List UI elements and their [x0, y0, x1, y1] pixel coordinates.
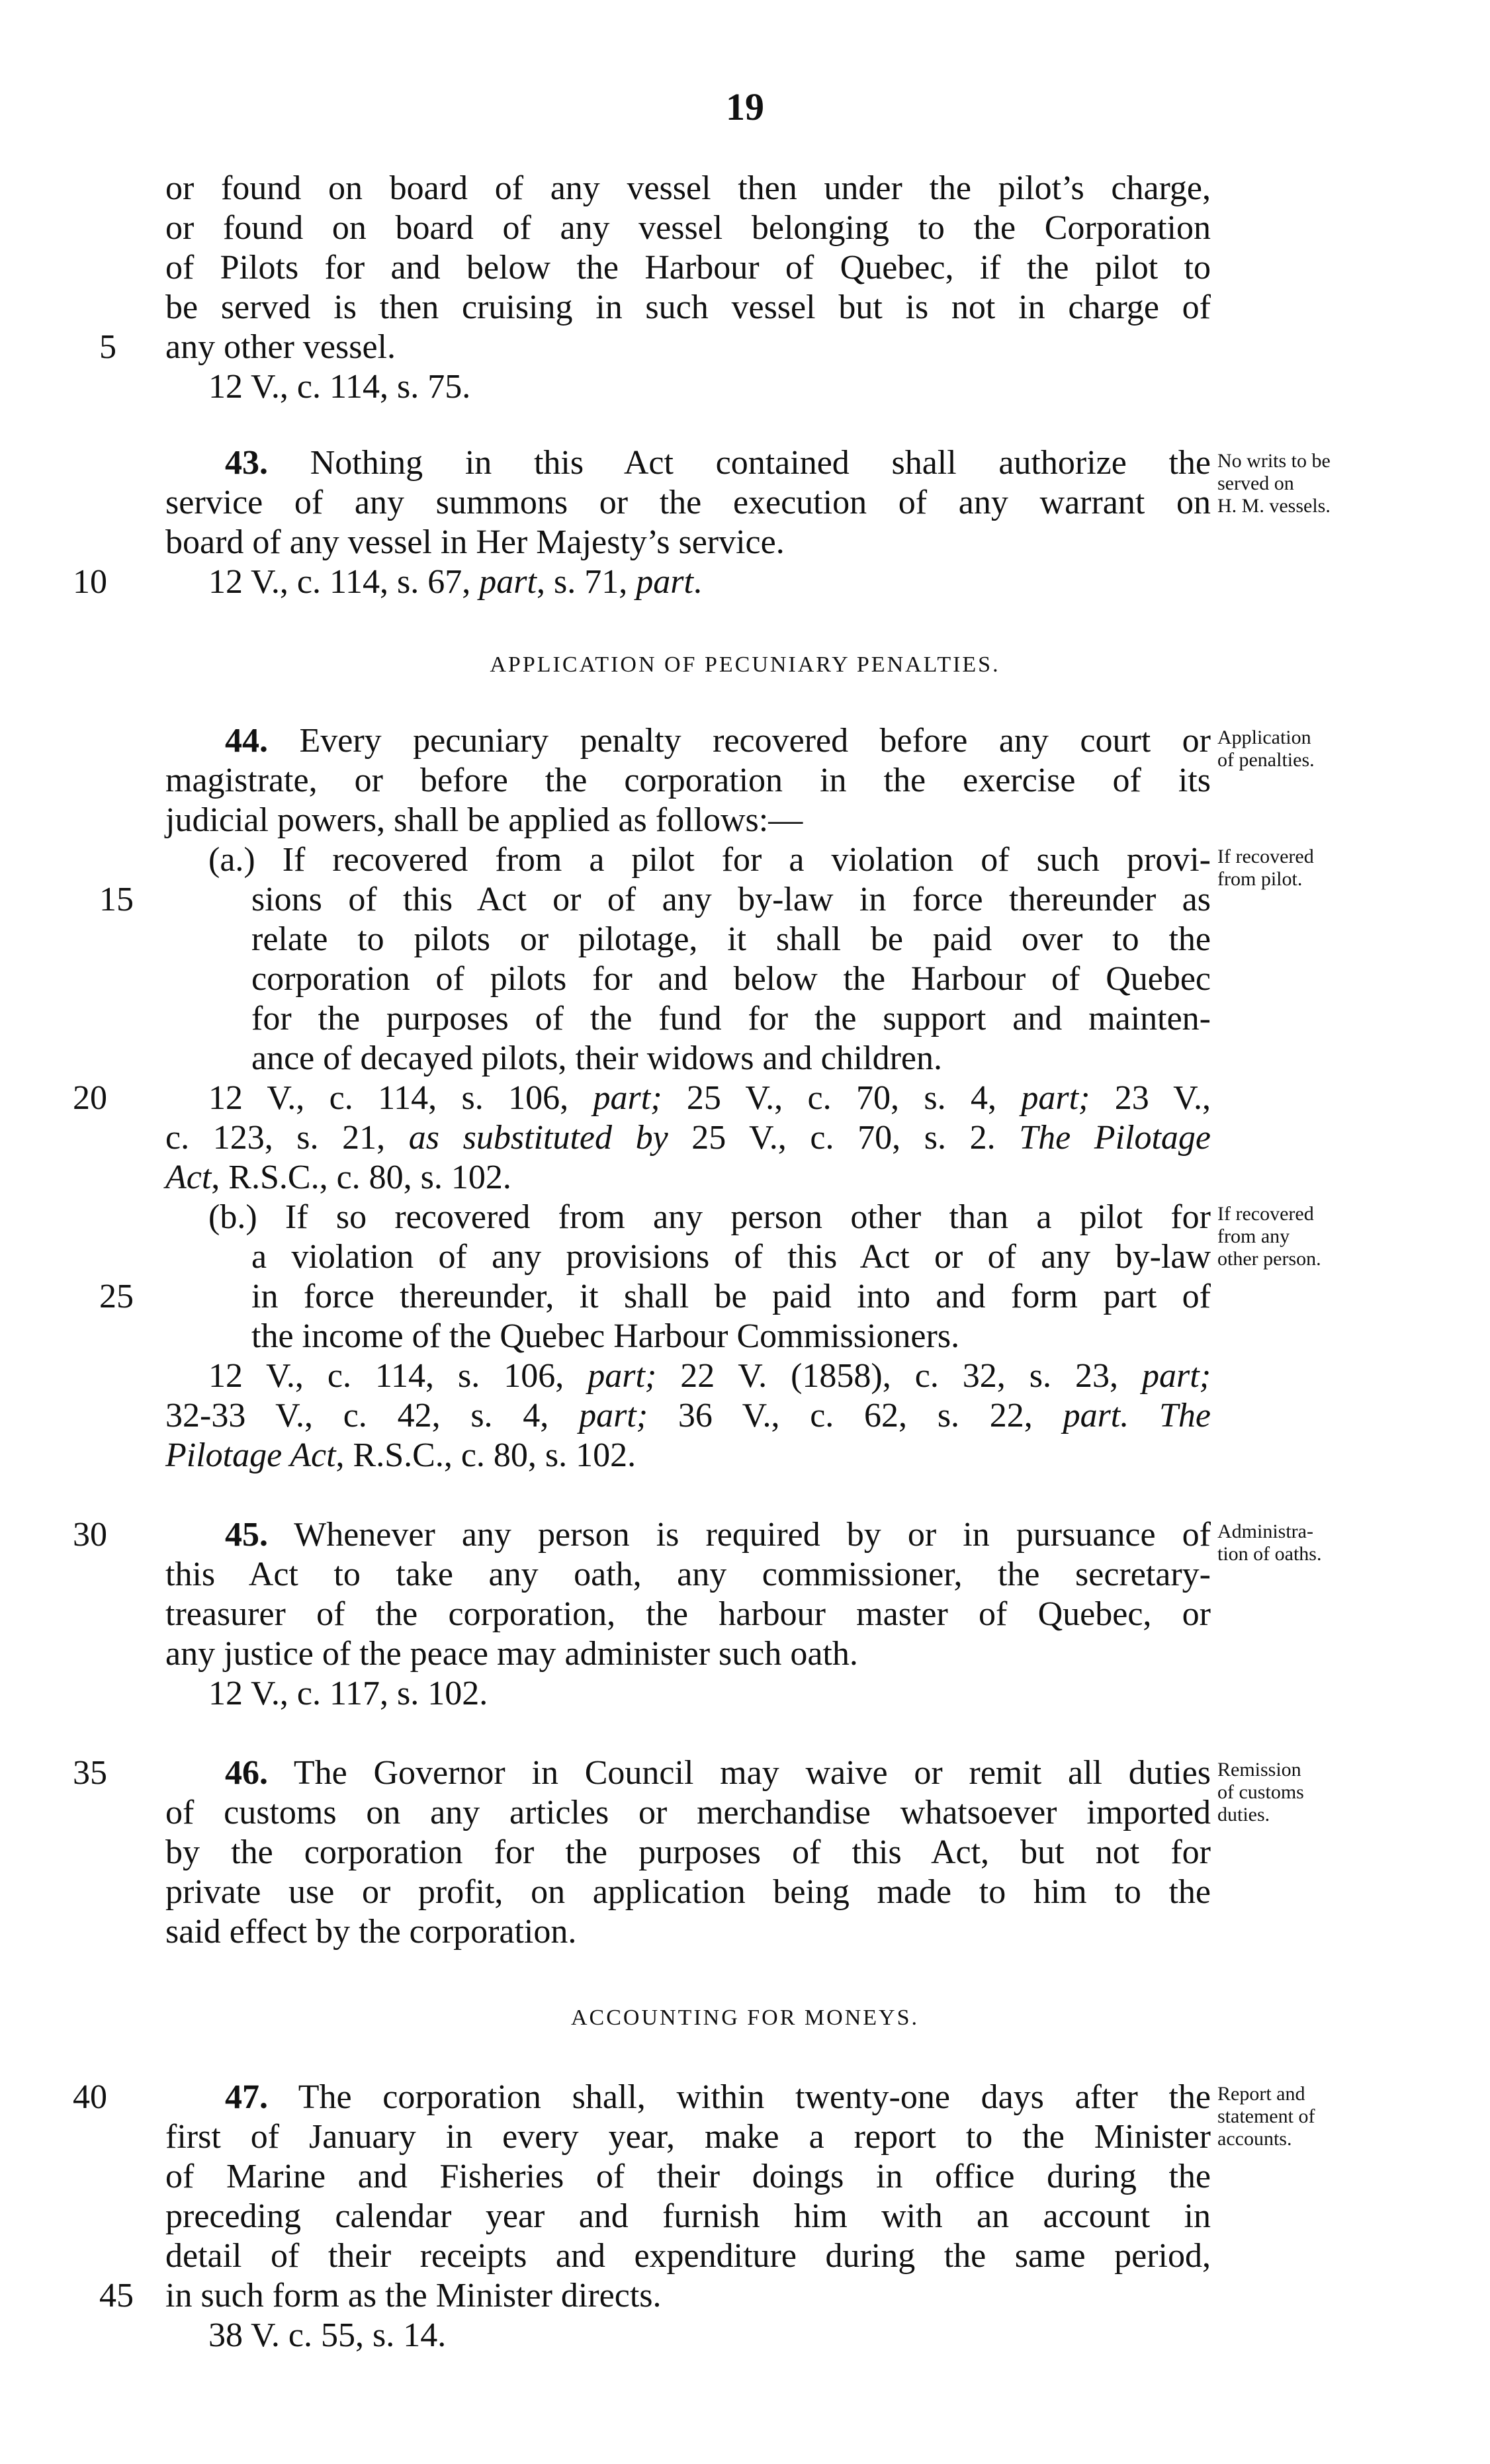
text-line: relate to pilots or pilotage, it shall be paid over to the: [251, 920, 1211, 958]
text-line: in force thereunder, it shall be paid into and form part of: [251, 1278, 1211, 1315]
text-line: for the purposes of the fund for the support and mainten-: [251, 1000, 1211, 1037]
marginal-note: Application of penalties.: [1217, 726, 1315, 771]
text-line: sions of this Act or of any by-law in force thereunder as: [251, 881, 1211, 918]
citation: c. 123, s. 21, as substituted by 25 V., c. 70, s. 2. The Pilotage: [165, 1119, 1211, 1157]
section-number: 45.: [225, 1516, 268, 1554]
citation: 32-33 V., c. 42, s. 4, part; 36 V., c. 62, s. 22, part. The: [165, 1397, 1211, 1434]
section-45-line: [225, 1515, 1211, 1555]
text-line: corporation of pilots for and below the Harbour of Quebec: [251, 960, 1211, 998]
section-heading: APPLICATION OF PECUNIARY PENALTIES.: [490, 652, 1000, 677]
section-text: Every pecuniary penalty recovered before any court or: [299, 722, 1211, 760]
text-line: any other vessel.: [165, 328, 396, 366]
marginal-note: If recovered from any other person.: [1217, 1203, 1321, 1270]
text-line: ance of decayed pilots, their widows and children.: [251, 1039, 942, 1077]
text-line: said effect by the corporation.: [165, 1913, 577, 1951]
text-line: of customs on any articles or merchandise whatsoever imported: [165, 1794, 1211, 1831]
marginal-note: Administra- tion of oaths.: [1217, 1520, 1322, 1565]
section-text: The Governor in Council may waive or remit all duties: [293, 1754, 1211, 1792]
section-text: Whenever any person is required by or in pursuance of: [294, 1516, 1211, 1554]
text-line: or found on board of any vessel then under the pilot’s charge,: [165, 169, 1211, 207]
text-line: service of any summons or the execution of any warrant on: [165, 484, 1211, 521]
marginal-note: No writs to be served on H. M. vessels.: [1217, 450, 1331, 517]
section-heading: ACCOUNTING FOR MONEYS.: [571, 2005, 919, 2030]
line-number: 20: [73, 1079, 107, 1117]
text-line: judicial powers, shall be applied as follows:—: [165, 801, 803, 839]
text-line: in such form as the Minister directs.: [165, 2277, 662, 2314]
line-number: 10: [73, 563, 107, 601]
text-line: magistrate, or before the corporation in the exercise of its: [165, 762, 1211, 799]
line-number: 45: [99, 2277, 134, 2314]
citation: 12 V., c. 117, s. 102.: [208, 1675, 488, 1712]
section-43-line: [225, 443, 1211, 483]
citation: 12 V., c. 114, s. 75.: [208, 368, 471, 406]
citation: 12 V., c. 114, s. 106, part; 25 V., c. 70, s. 4, part; 23 V.,: [208, 1079, 1211, 1117]
text-line: treasurer of the corporation, the harbour master of Quebec, or: [165, 1595, 1211, 1633]
text-line: of Marine and Fisheries of their doings in office during the: [165, 2158, 1211, 2195]
marginal-note: Remission of customs duties.: [1217, 1759, 1304, 1826]
text-line: the income of the Quebec Harbour Commissioners.: [251, 1317, 960, 1355]
text-line: first of January in every year, make a report to the Minister: [165, 2118, 1211, 2156]
text-line: this Act to take any oath, any commissioner, the secretary-: [165, 1556, 1211, 1593]
text-line: any justice of the peace may administer such oath.: [165, 1635, 858, 1673]
section-47-line: [225, 2078, 1211, 2117]
section-number: 47.: [225, 2078, 268, 2116]
text-line: (b.) If so recovered from any person other than a pilot for: [208, 1198, 1211, 1236]
marginal-note: Report and statement of accounts.: [1217, 2083, 1315, 2150]
marginal-note: If recovered from pilot.: [1217, 846, 1314, 890]
text-line: detail of their receipts and expenditure during the same period,: [165, 2237, 1211, 2275]
line-number: 35: [73, 1754, 107, 1792]
text-line: board of any vessel in Her Majesty’s service.: [165, 523, 785, 561]
line-number: 25: [99, 1278, 134, 1315]
line-number: 15: [99, 881, 134, 918]
section-text: The corporation shall, within twenty-one days after the: [298, 2078, 1211, 2116]
citation: Pilotage Act, R.S.C., c. 80, s. 102.: [165, 1436, 636, 1474]
text-line: or found on board of any vessel belonging to the Corporation: [165, 209, 1211, 247]
line-number: 40: [73, 2078, 107, 2116]
citation: Act, R.S.C., c. 80, s. 102.: [165, 1159, 511, 1196]
text-line: by the corporation for the purposes of this Act, but not for: [165, 1833, 1211, 1871]
section-number: 44.: [225, 722, 268, 760]
text-line: of Pilots for and below the Harbour of Quebec, if the pilot to: [165, 249, 1211, 286]
text-line: be served is then cruising in such vessel but is not in charge of: [165, 288, 1211, 326]
section-number: 46.: [225, 1754, 268, 1792]
text-line: private use or profit, on application being made to him to the: [165, 1873, 1211, 1911]
line-number: 30: [73, 1516, 107, 1554]
citation: 38 V. c. 55, s. 14.: [208, 2316, 447, 2354]
text-line: a violation of any provisions of this Act or of any by-law: [251, 1238, 1211, 1276]
section-number: 43.: [225, 444, 268, 482]
text-line: (a.) If recovered from a pilot for a violation of such provi-: [208, 841, 1211, 879]
section-text: Nothing in this Act contained shall authorize the: [310, 444, 1211, 482]
citation: 12 V., c. 114, s. 67, part, s. 71, part.: [208, 563, 702, 601]
section-46-line: [225, 1753, 1211, 1793]
line-number: 5: [99, 328, 116, 366]
page-number: 19: [726, 85, 764, 128]
text-line: preceding calendar year and furnish him with an account in: [165, 2197, 1211, 2235]
citation: 12 V., c. 114, s. 106, part; 22 V. (1858), c. 32, s. 23, part;: [208, 1357, 1211, 1395]
section-44-line: [225, 721, 1211, 761]
